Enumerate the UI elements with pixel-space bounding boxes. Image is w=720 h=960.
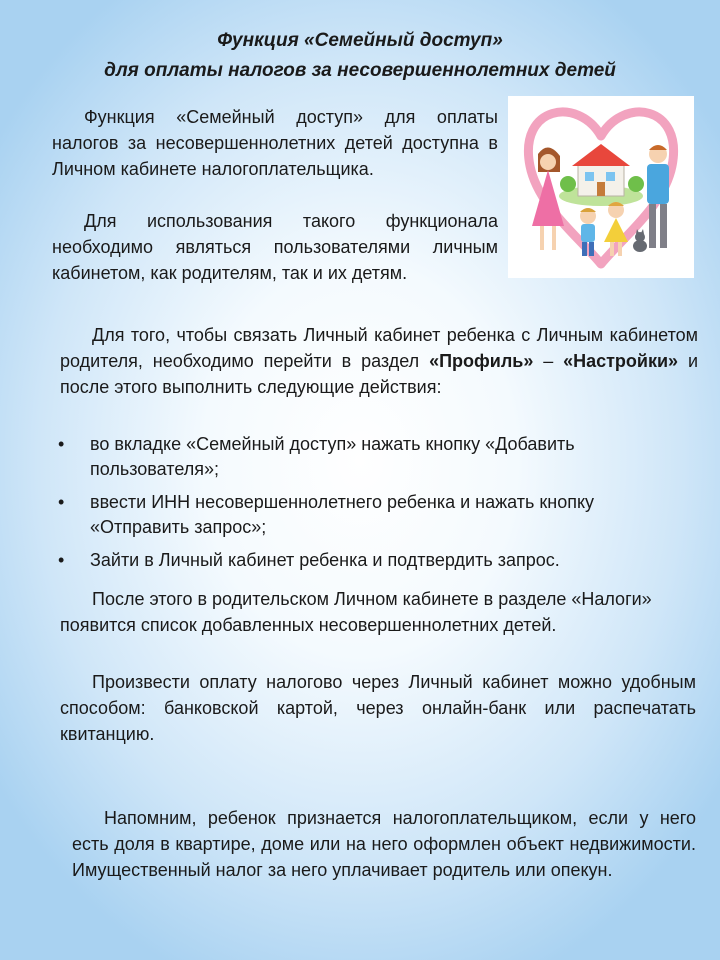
steps-list <box>58 432 698 581</box>
family-illustration <box>508 96 694 278</box>
link-instructions-paragraph <box>60 322 698 400</box>
reminder-paragraph: Напомним, ребенок признается налогоплательщиком, если у него есть доля в квартире, доме или на него оформлен объект недвижимости. Имущественный налог за него уплачивает родитель или опекун. <box>72 808 696 880</box>
title-line-2: для оплаты налогов за несовершеннолетних детей <box>104 60 616 81</box>
list-item <box>58 432 698 482</box>
title-line-1: Функция «Семейный доступ» <box>217 30 503 51</box>
family-heart-house-image <box>508 96 694 278</box>
list-item <box>58 490 698 540</box>
bullet-icon: • <box>58 434 65 454</box>
intro-paragraph-1: Функция «Семейный доступ» для оплаты налогов за несовершеннолетних детей доступна в Личном кабинете налогоплательщика. <box>52 107 498 179</box>
bullet-icon: • <box>58 550 65 570</box>
after-steps-paragraph: После этого в родительском Личном кабинете в разделе «Налоги» появится список добавленных несовершеннолетних детей. <box>60 589 652 635</box>
step-text: ввести ИНН несовершеннолетнего ребенка и нажать кнопку «Отправить запрос»; <box>90 492 595 537</box>
settings-section-label: «Настройки» <box>563 351 679 371</box>
list-item <box>58 548 698 573</box>
link-text-before: Для того, чтобы связать Личный кабинет ребенка с Личным кабинетом родителя, необходимо перейти в раздел <box>60 325 698 371</box>
bullet-icon: • <box>58 492 65 512</box>
profile-section-label: «Профиль» <box>429 351 534 371</box>
link-text-after: и после этого выполнить следующие действия: <box>60 351 699 397</box>
step-text: во вкладке «Семейный доступ» нажать кнопку «Добавить пользователя»; <box>90 434 575 479</box>
link-text-dash: – <box>533 351 564 371</box>
step-text: Зайти в Личный кабинет ребенка и подтвердить запрос. <box>90 550 560 570</box>
intro-paragraph-2: Для использования такого функционала необходимо являться пользователями личным кабинетом, как родителям, так и их детям. <box>52 211 498 283</box>
payment-paragraph: Произвести оплату налогово через Личный кабинет можно удобным способом: банковской картой, через онлайн-банк или распечатать квитанцию. <box>60 672 696 744</box>
